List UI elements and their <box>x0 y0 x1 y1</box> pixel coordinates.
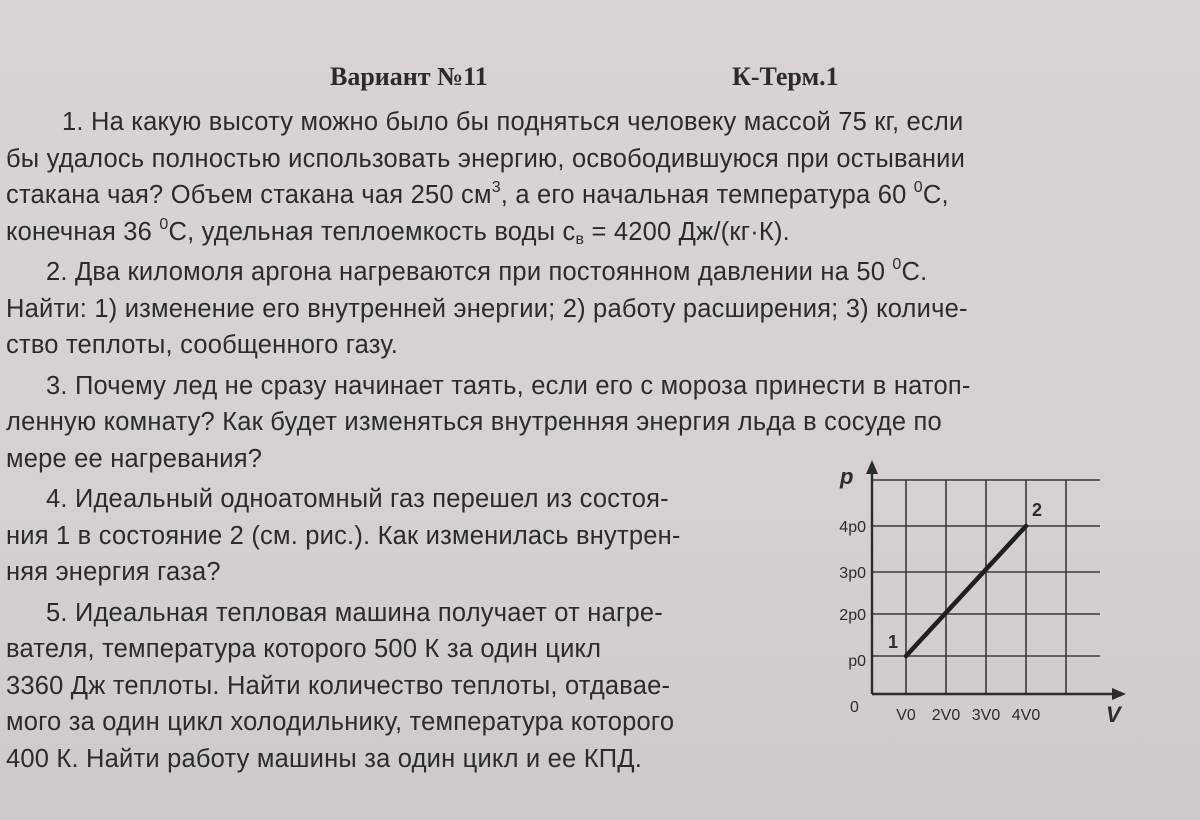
grid <box>872 480 1100 694</box>
axes <box>872 466 1120 694</box>
task-1-line-3 <box>6 177 1186 214</box>
task-1-line-1: 1. На какую высоту можно было бы подняться человеку массой 75 кг, если <box>62 108 964 136</box>
task-1-line-2: бы удалось полностью использовать энергию, освободившуюся при остывании <box>6 144 966 173</box>
task-4 <box>6 481 806 591</box>
text-fragment: С, <box>922 181 949 209</box>
superscript: 0 <box>913 179 923 196</box>
task-5-line-4: мого за один цикл холодильнику, температура которого <box>6 708 675 736</box>
task-1 <box>6 104 1186 250</box>
task-3-line-2: ленную комнату? Как будет изменяться внутренняя энергия льда в сосуде по <box>6 408 942 436</box>
x-tick-label: 4V0 <box>1011 707 1041 724</box>
point-2-label: 2 <box>1032 500 1043 520</box>
task-5-line-2: вателя, температура которого 500 К за один цикл <box>6 635 602 663</box>
task-2-line-3: ство теплоты, сообщенного газу. <box>6 331 399 359</box>
y-axis-arrow <box>866 460 878 474</box>
y-tick-label: 4p0 <box>839 519 866 536</box>
x-tick-label: 2V0 <box>931 707 961 724</box>
y-tick-label: 2p0 <box>839 607 866 624</box>
x-axis-arrow <box>1112 688 1126 700</box>
task-3-line-1: 3. Почему лед не сразу начинает таять, если его с мороза принести в натоп- <box>46 371 971 400</box>
process-line-1-2 <box>906 526 1026 656</box>
text-fragment: С. <box>901 258 928 286</box>
section-code: К-Терм.1 <box>732 62 839 91</box>
task-5-line-5: 400 К. Найти работу машины за один цикл и ее КПД. <box>6 744 643 773</box>
variant-title: Вариант №11 <box>330 62 488 91</box>
superscript: 0 <box>159 215 169 233</box>
pv-graph <box>830 458 1130 738</box>
y-tick-label: p0 <box>848 653 866 670</box>
y-tick-label: 3p0 <box>839 565 866 582</box>
task-5-line-3: 3360 Дж теплоты. Найти количество теплоты, отдавае- <box>6 671 671 700</box>
task-1-line-4 <box>6 214 1186 251</box>
x-tick-labels <box>896 707 1040 724</box>
text-fragment: конечная 36 <box>6 217 160 246</box>
task-3-line-3: мере ее нагревания? <box>6 444 263 473</box>
text-fragment: С, удельная теплоемкость воды с <box>168 217 576 246</box>
subscript: в <box>575 230 585 248</box>
x-tick-label: 3V0 <box>971 707 1001 724</box>
task-4-line-1: 4. Идеальный одноатомный газ перешел из состоя- <box>46 485 669 513</box>
y-axis-label: p <box>840 464 854 489</box>
task-2-line-1 <box>6 254 1186 291</box>
text-fragment: , а его начальная температура 60 <box>500 181 914 209</box>
x-axis-label: V <box>1106 702 1121 727</box>
task-4-line-3: няя энергия газа? <box>6 558 221 586</box>
task-5 <box>6 595 806 778</box>
task-2 <box>6 254 1186 364</box>
origin-label: 0 <box>850 699 859 716</box>
x-tick-label: V0 <box>896 707 916 724</box>
superscript: 0 <box>892 256 902 273</box>
text-fragment: стакана чая? Объем стакана чая 250 см <box>6 181 492 209</box>
task-4-line-2: ния 1 в состояние 2 (см. рис.). Как изменилась внутрен- <box>6 521 681 550</box>
point-1-label: 1 <box>888 632 899 652</box>
task-2-line-2: Найти: 1) изменение его внутренней энергии; 2) работу расширения; 3) количе- <box>6 294 968 323</box>
superscript: 3 <box>491 179 501 196</box>
text-fragment: = 4200 Дж/(кг·К). <box>584 217 790 246</box>
y-tick-labels <box>839 519 866 670</box>
task-5-line-1: 5. Идеальная тепловая машина получает от нагре- <box>46 598 663 627</box>
text-fragment: 2. Два киломоля аргона нагреваются при постоянном давлении на 50 <box>46 258 893 286</box>
